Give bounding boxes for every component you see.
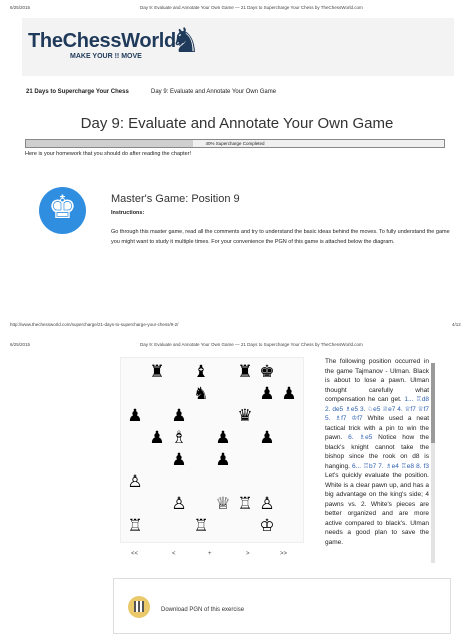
site-logo-tagline: MAKE YOUR !! MOVE: [70, 53, 142, 60]
board-piece[interactable]: ♖: [127, 515, 143, 536]
board-piece[interactable]: ♕: [215, 493, 231, 514]
board-piece[interactable]: ♟: [281, 383, 297, 404]
download-pgn-box[interactable]: [113, 578, 451, 634]
board-square[interactable]: [212, 405, 234, 427]
scrollbar-thumb[interactable]: [431, 363, 435, 443]
board-square[interactable]: [234, 515, 256, 537]
board-piece[interactable]: ♖: [193, 515, 209, 536]
board-piece[interactable]: ♞: [193, 383, 209, 404]
board-square[interactable]: [234, 449, 256, 471]
board-piece[interactable]: ♙: [127, 471, 143, 492]
board-square[interactable]: [278, 361, 300, 383]
chess-knight-icon: ♞: [170, 22, 201, 60]
board-piece[interactable]: ♜: [237, 361, 253, 382]
board-square[interactable]: [190, 493, 212, 515]
board-square[interactable]: [190, 471, 212, 493]
board-piece[interactable]: ♟: [259, 383, 275, 404]
annotation-moves[interactable]: 1... ♖d8 2. de5 ♗e5 3. ♘e5 ♕e7 4. ♕f7 ♕f7 5. ♗f7 ♔f7: [325, 396, 429, 422]
print-url: http://www.thechessworld.com/supercharge/21-days-to-supercharge-your-chess/9-2/: [10, 322, 179, 327]
board-square[interactable]: [278, 493, 300, 515]
annotation-text: The following position occurred in the game Tajmanov - Ulman. Black is about to lose a pawn. Ulman thought carefully what compensation he can get.: [325, 358, 429, 403]
board-square[interactable]: [146, 471, 168, 493]
chess-board-widget[interactable]: [120, 357, 304, 543]
board-square[interactable]: [146, 405, 168, 427]
homework-text: Here is your homework that you should do after reading the chapter!: [25, 151, 192, 157]
first-move-button[interactable]: <<: [131, 551, 139, 557]
board-piece[interactable]: ♟: [171, 405, 187, 426]
board-square[interactable]: [212, 361, 234, 383]
board-square[interactable]: [278, 515, 300, 537]
print-date-2: 6/25/2015: [10, 342, 31, 347]
board-square[interactable]: [278, 405, 300, 427]
board-piece[interactable]: ♟: [127, 405, 143, 426]
site-logo-text[interactable]: TheChessWorld: [28, 30, 176, 52]
board-piece[interactable]: ♟: [171, 449, 187, 470]
annotations-scrollbar[interactable]: [431, 363, 435, 563]
board-piece[interactable]: ♙: [259, 493, 275, 514]
instructions-label: Instructions:: [111, 210, 145, 216]
board-square[interactable]: [124, 383, 146, 405]
breadcrumb-course[interactable]: 21 Days to Supercharge Your Chess: [26, 89, 129, 95]
board-square[interactable]: [146, 515, 168, 537]
page-title: Day 9: Evaluate and Annotate Your Own Game: [80, 115, 394, 132]
next-move-button[interactable]: >: [246, 551, 250, 557]
print-doc-title-2: Day 9: Evaluate and Annotate Your Own Game — 21 Days to Supercharge Your Chess by TheChessWorld.com: [140, 342, 363, 347]
board-square[interactable]: [124, 493, 146, 515]
instructions-body: Go through this master game, read all the comments and try to understand the basic ideas behind the moves. To fully understand the game you might want to study it multiple times. For your convenience the PGN of this game is attached below the diagram.: [111, 229, 450, 245]
chess-board[interactable]: [124, 361, 300, 537]
board-piece[interactable]: ♖: [237, 493, 253, 514]
masters-game-title: Master's Game: Position 9: [111, 193, 240, 205]
annotation-text: Notice how the black's knight cannot take the bishop since the rook on d8 is hanging.: [325, 434, 429, 470]
board-square[interactable]: [256, 471, 278, 493]
annotation-moves[interactable]: 6. ♗e5: [348, 434, 373, 441]
board-square[interactable]: [278, 427, 300, 449]
board-square[interactable]: [212, 471, 234, 493]
board-square[interactable]: [190, 405, 212, 427]
print-date: 6/25/2015: [10, 5, 31, 10]
board-piece[interactable]: ♛: [237, 405, 253, 426]
board-piece[interactable]: ♙: [171, 493, 187, 514]
board-square[interactable]: [190, 427, 212, 449]
board-square[interactable]: [124, 449, 146, 471]
progress-bar: [25, 139, 445, 148]
print-doc-title: Day 9: Evaluate and Annotate Your Own Game — 21 Days to Supercharge Your Chess by TheChessWorld.com: [140, 5, 363, 10]
last-move-button[interactable]: >>: [280, 551, 288, 557]
progress-label: 40% Supercharge Completed: [205, 141, 265, 146]
board-square[interactable]: [278, 449, 300, 471]
board-piece[interactable]: ♜: [149, 361, 165, 382]
board-piece[interactable]: ♔: [259, 515, 275, 536]
annotation-text: Let's quickly evaluate the position. White is a clear pawn up, and has a big advantage on the king's side; 4 pawns vs. 2. White's pieces are better organized and are more active compared to black's. Ulman needs a good plan to save the game.: [325, 472, 429, 546]
board-piece[interactable]: ♚: [259, 361, 275, 382]
board-square[interactable]: [124, 361, 146, 383]
breadcrumb-current[interactable]: Day 9: Evaluate and Annotate Your Own Game: [151, 89, 277, 95]
board-square[interactable]: [124, 427, 146, 449]
board-square[interactable]: [190, 449, 212, 471]
board-square[interactable]: [168, 471, 190, 493]
annotation-moves[interactable]: 6... ♖b7 7. ♗e4 ♖e8 8. f3: [352, 462, 429, 470]
board-square[interactable]: [146, 493, 168, 515]
board-piece[interactable]: ♝: [193, 361, 209, 382]
board-piece[interactable]: ♟: [215, 427, 231, 448]
masters-game-badge: [39, 187, 86, 234]
board-square[interactable]: [146, 383, 168, 405]
chessboard-icon[interactable]: [128, 596, 150, 618]
board-square[interactable]: [278, 471, 300, 493]
chessboard-icon-inner: [134, 601, 144, 612]
board-square[interactable]: [168, 361, 190, 383]
board-piece[interactable]: ♟: [215, 449, 231, 470]
board-square[interactable]: [234, 427, 256, 449]
download-pgn-link[interactable]: Download PGN of this exercise: [161, 607, 245, 613]
board-piece[interactable]: ♗: [171, 427, 187, 448]
flip-board-button[interactable]: +: [208, 551, 212, 557]
print-page-number: 4/12: [452, 322, 461, 327]
board-square[interactable]: [168, 383, 190, 405]
prev-move-button[interactable]: <: [172, 551, 176, 557]
board-square[interactable]: [168, 515, 190, 537]
board-piece[interactable]: ♟: [259, 427, 275, 448]
board-square[interactable]: [212, 515, 234, 537]
board-piece[interactable]: ♟: [149, 427, 165, 448]
board-square[interactable]: [256, 449, 278, 471]
board-square[interactable]: [256, 405, 278, 427]
chess-king-icon: ♚: [48, 189, 77, 225]
board-square[interactable]: [212, 383, 234, 405]
annotation-text: White used a neat tactical trick with a pin to win the pawn.: [325, 415, 429, 441]
move-annotations: [325, 357, 429, 562]
board-square[interactable]: [146, 449, 168, 471]
board-square[interactable]: [234, 383, 256, 405]
board-square[interactable]: [234, 471, 256, 493]
